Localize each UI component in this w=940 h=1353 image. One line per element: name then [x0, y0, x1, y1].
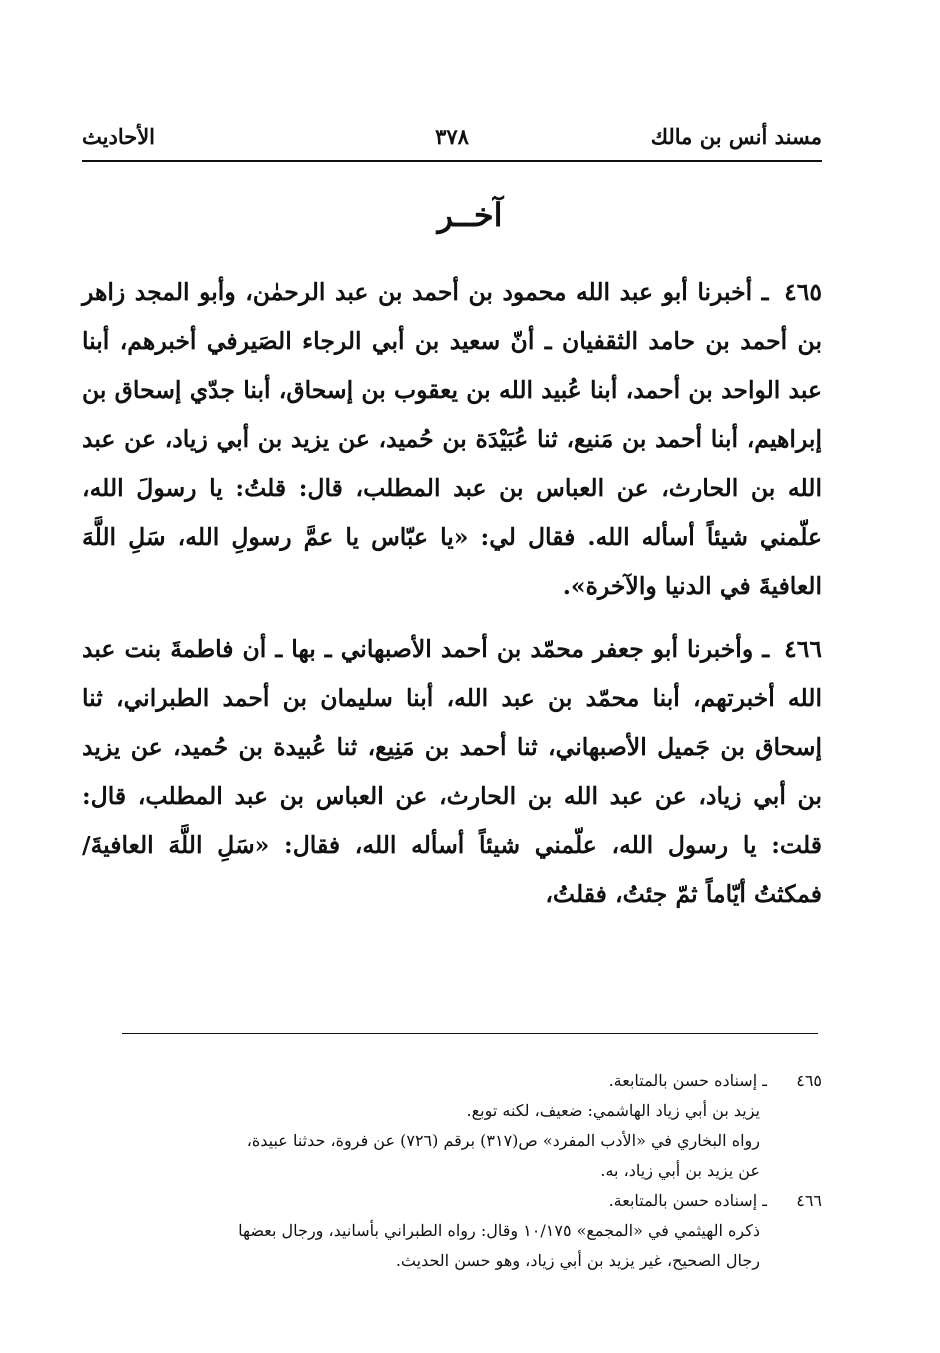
footnote-line — [88, 1246, 822, 1276]
hadith-number: ٤٦٥ — [784, 278, 822, 306]
footnote-text: رجال الصحيح، غير يزيد بن أبي زياد، وهو حسن الحديث. — [395, 1251, 760, 1270]
header-divider — [82, 160, 822, 162]
footnote-text: عن يزيد بن أبي زياد، به. — [600, 1161, 760, 1180]
footnote-line — [88, 1096, 822, 1126]
footnote-text: ذكره الهيثمي في «المجمع» ١٠/١٧٥ وقال: رواه الطبراني بأسانيد، ورجال بعضها — [238, 1221, 760, 1240]
footnote-line — [88, 1066, 822, 1096]
footnotes — [88, 1066, 822, 1276]
footnote-text: رواه البخاري في «الأدب المفرد» ص(٣١٧) برقم (٧٢٦) عن فروة، حدثنا عبيدة، — [246, 1131, 760, 1150]
footnote-text: ـ إسناده حسن بالمتابعة. — [608, 1071, 767, 1090]
footnote-number: ٤٦٦ — [796, 1191, 822, 1210]
footnote-line — [88, 1156, 822, 1186]
main-text — [82, 268, 822, 933]
book-title: مسند أنس بن مالك — [650, 124, 822, 149]
hadith-paragraph — [82, 268, 822, 611]
hadith-text: ـ أخبرنا أبو عبد الله محمود بن أحمد بن عبد الرحمٰن، وأبو المجد زاهر بن أحمد بن حامد الثقفيان ـ أنّ سعيد بن أبي الرجاء الصَيرفي أخبرهم، أبنا عبد الواحد بن أحمد، أبنا عُبيد الله بن يعقوب بن إسحاق، أبنا جدّي إسحاق بن إبراهيم، أبنا أحمد بن مَنيع، ثنا عُبَيْدَة بن حُميد، عن يزيد بن أبي زياد، عن عبد الله بن الحارث، عن العباس بن عبد المطلب، قال: قلتُ: يا رسولَ الله، علّمني شيئاً أسأله الله. فقال لي: «يا عبّاس يا عمَّ رسولِ الله، سَلِ اللَّهَ العافيةَ في الدنيا والآخرة». — [82, 278, 822, 600]
hadith-paragraph — [82, 625, 822, 919]
footnote-line — [88, 1186, 822, 1216]
footnote-divider — [122, 1033, 818, 1034]
page-number: ٣٧٨ — [435, 124, 469, 149]
footnote-number: ٤٦٥ — [796, 1071, 822, 1090]
hadith-number: ٤٦٦ — [784, 635, 822, 663]
footnote-text: يزيد بن أبي زياد الهاشمي: ضعيف، لكنه توبع. — [466, 1101, 760, 1120]
footnote-text: ـ إسناده حسن بالمتابعة. — [608, 1191, 767, 1210]
running-head — [82, 120, 822, 160]
section-name: الأحاديث — [82, 124, 156, 149]
hadith-text: ـ وأخبرنا أبو جعفر محمّد بن أحمد الأصبهاني ـ بها ـ أن فاطمةَ بنت عبد الله أخبرتهم، أبنا محمّد بن عبد الله، أبنا سليمان بن أحمد الطبراني، ثنا إسحاق بن جَميل الأصبهاني، ثنا أحمد بن مَنِيع، ثنا عُبيدة بن حُميد، عن يزيد بن أبي زياد، عن عبد الله بن الحارث، عن العباس بن عبد المطلب، قال: قلت: يا رسول الله، علّمني شيئاً أسأله الله، فقال: «سَلِ اللَّهَ العافيةَ/ فمكثتُ أيّاماً ثمّ جئتُ، فقلتُ، — [82, 635, 822, 908]
footnote-line — [88, 1216, 822, 1246]
section-title: آخــر — [437, 196, 503, 234]
footnote-line — [88, 1126, 822, 1156]
